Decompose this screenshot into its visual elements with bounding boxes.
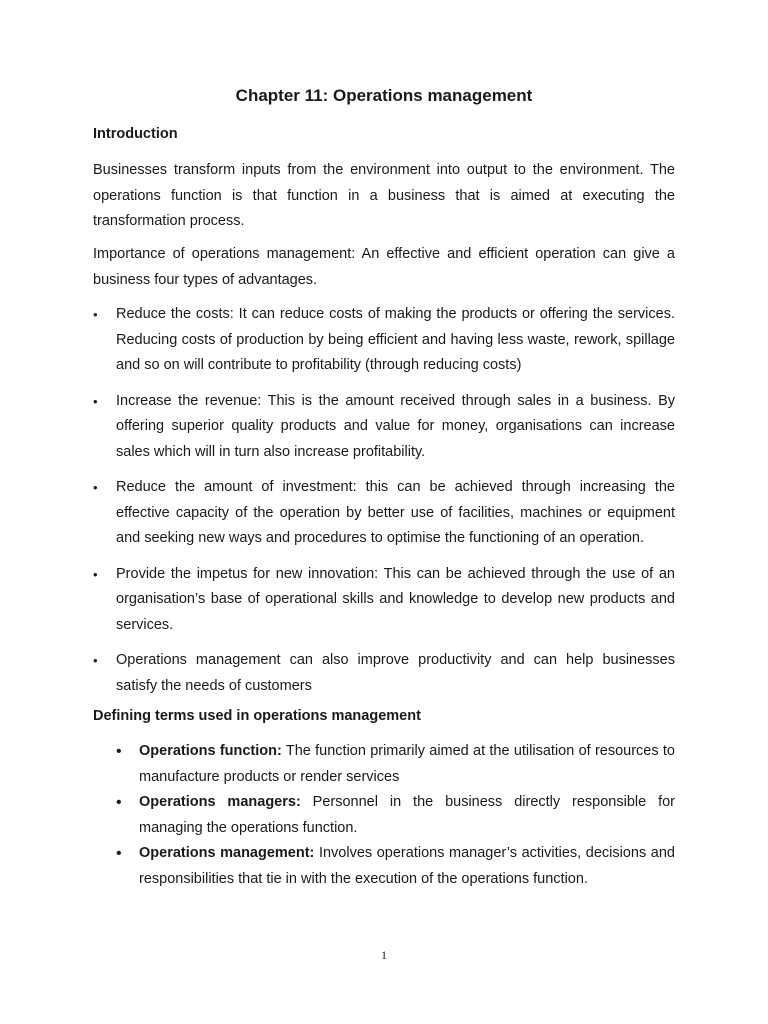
bullet-icon: • bbox=[93, 480, 98, 495]
list-item-text: Increase the revenue: This is the amount received through sales in a business. By offering superior quality products and value for money, organisations can increase sales which will in turn also increase profitability. bbox=[116, 392, 675, 460]
importance-paragraph: Importance of operations management: An effective and efficient operation can give a business four types of advantages. bbox=[93, 246, 675, 288]
list-item bbox=[93, 302, 675, 379]
chapter-title: Chapter 11: Operations management bbox=[235, 86, 533, 105]
terms-list bbox=[116, 739, 675, 892]
term-name: Operations managers: bbox=[139, 794, 301, 810]
list-item-text: Operations management can also improve productivity and can help businesses satisfy the needs of customers bbox=[116, 652, 675, 694]
term-item bbox=[116, 841, 675, 892]
term-name: Operations management: bbox=[139, 845, 315, 861]
term-item bbox=[116, 790, 675, 841]
list-item-text: Provide the impetus for new innovation: This can be achieved through the use of an organisation’s base of operational skills and knowledge to develop new products and services. bbox=[116, 565, 675, 633]
list-item-text: Reduce the costs: It can reduce costs of making the products or offering the services. Reducing costs of production by being efficient and having less waste, rework, spillage and so on will contribute to profitability (through reducing costs) bbox=[116, 306, 675, 373]
list-item bbox=[93, 475, 675, 552]
advantages-list bbox=[93, 302, 675, 709]
bullet-icon: • bbox=[116, 845, 122, 862]
introduction-heading: Introduction bbox=[93, 126, 178, 142]
bullet-icon: • bbox=[116, 794, 122, 811]
bullet-icon: • bbox=[93, 653, 98, 668]
page-number: 1 bbox=[381, 948, 387, 962]
term-item bbox=[116, 739, 675, 790]
bullet-icon: • bbox=[93, 307, 98, 322]
term-definition: Personnel in the business directly responsible for managing the operations function. bbox=[139, 794, 675, 836]
bullet-icon: • bbox=[93, 566, 98, 582]
list-item-text: Reduce the amount of investment: this can be achieved through increasing the effective capacity of the operation by better use of facilities, machines or equipment and seeking new ways and procedures to optimise the functioning of an operation. bbox=[116, 479, 675, 546]
term-definition: Involves operations manager’s activities, decisions and responsibilities that tie in with the execution of the operations function. bbox=[139, 845, 675, 887]
terms-heading: Defining terms used in operations management bbox=[93, 708, 421, 724]
term-definition: The function primarily aimed at the utilisation of resources to manufacture products or render services bbox=[139, 743, 675, 785]
bullet-icon: • bbox=[116, 743, 122, 760]
list-item bbox=[93, 389, 675, 466]
term-name: Operations function: bbox=[139, 743, 282, 759]
introduction-paragraph: Businesses transform inputs from the environment into output to the environment. The operations function is that function in a business that is aimed at executing the transformation process. bbox=[93, 162, 675, 229]
list-item bbox=[93, 648, 675, 699]
bullet-icon: • bbox=[93, 393, 98, 409]
list-item bbox=[93, 562, 675, 639]
